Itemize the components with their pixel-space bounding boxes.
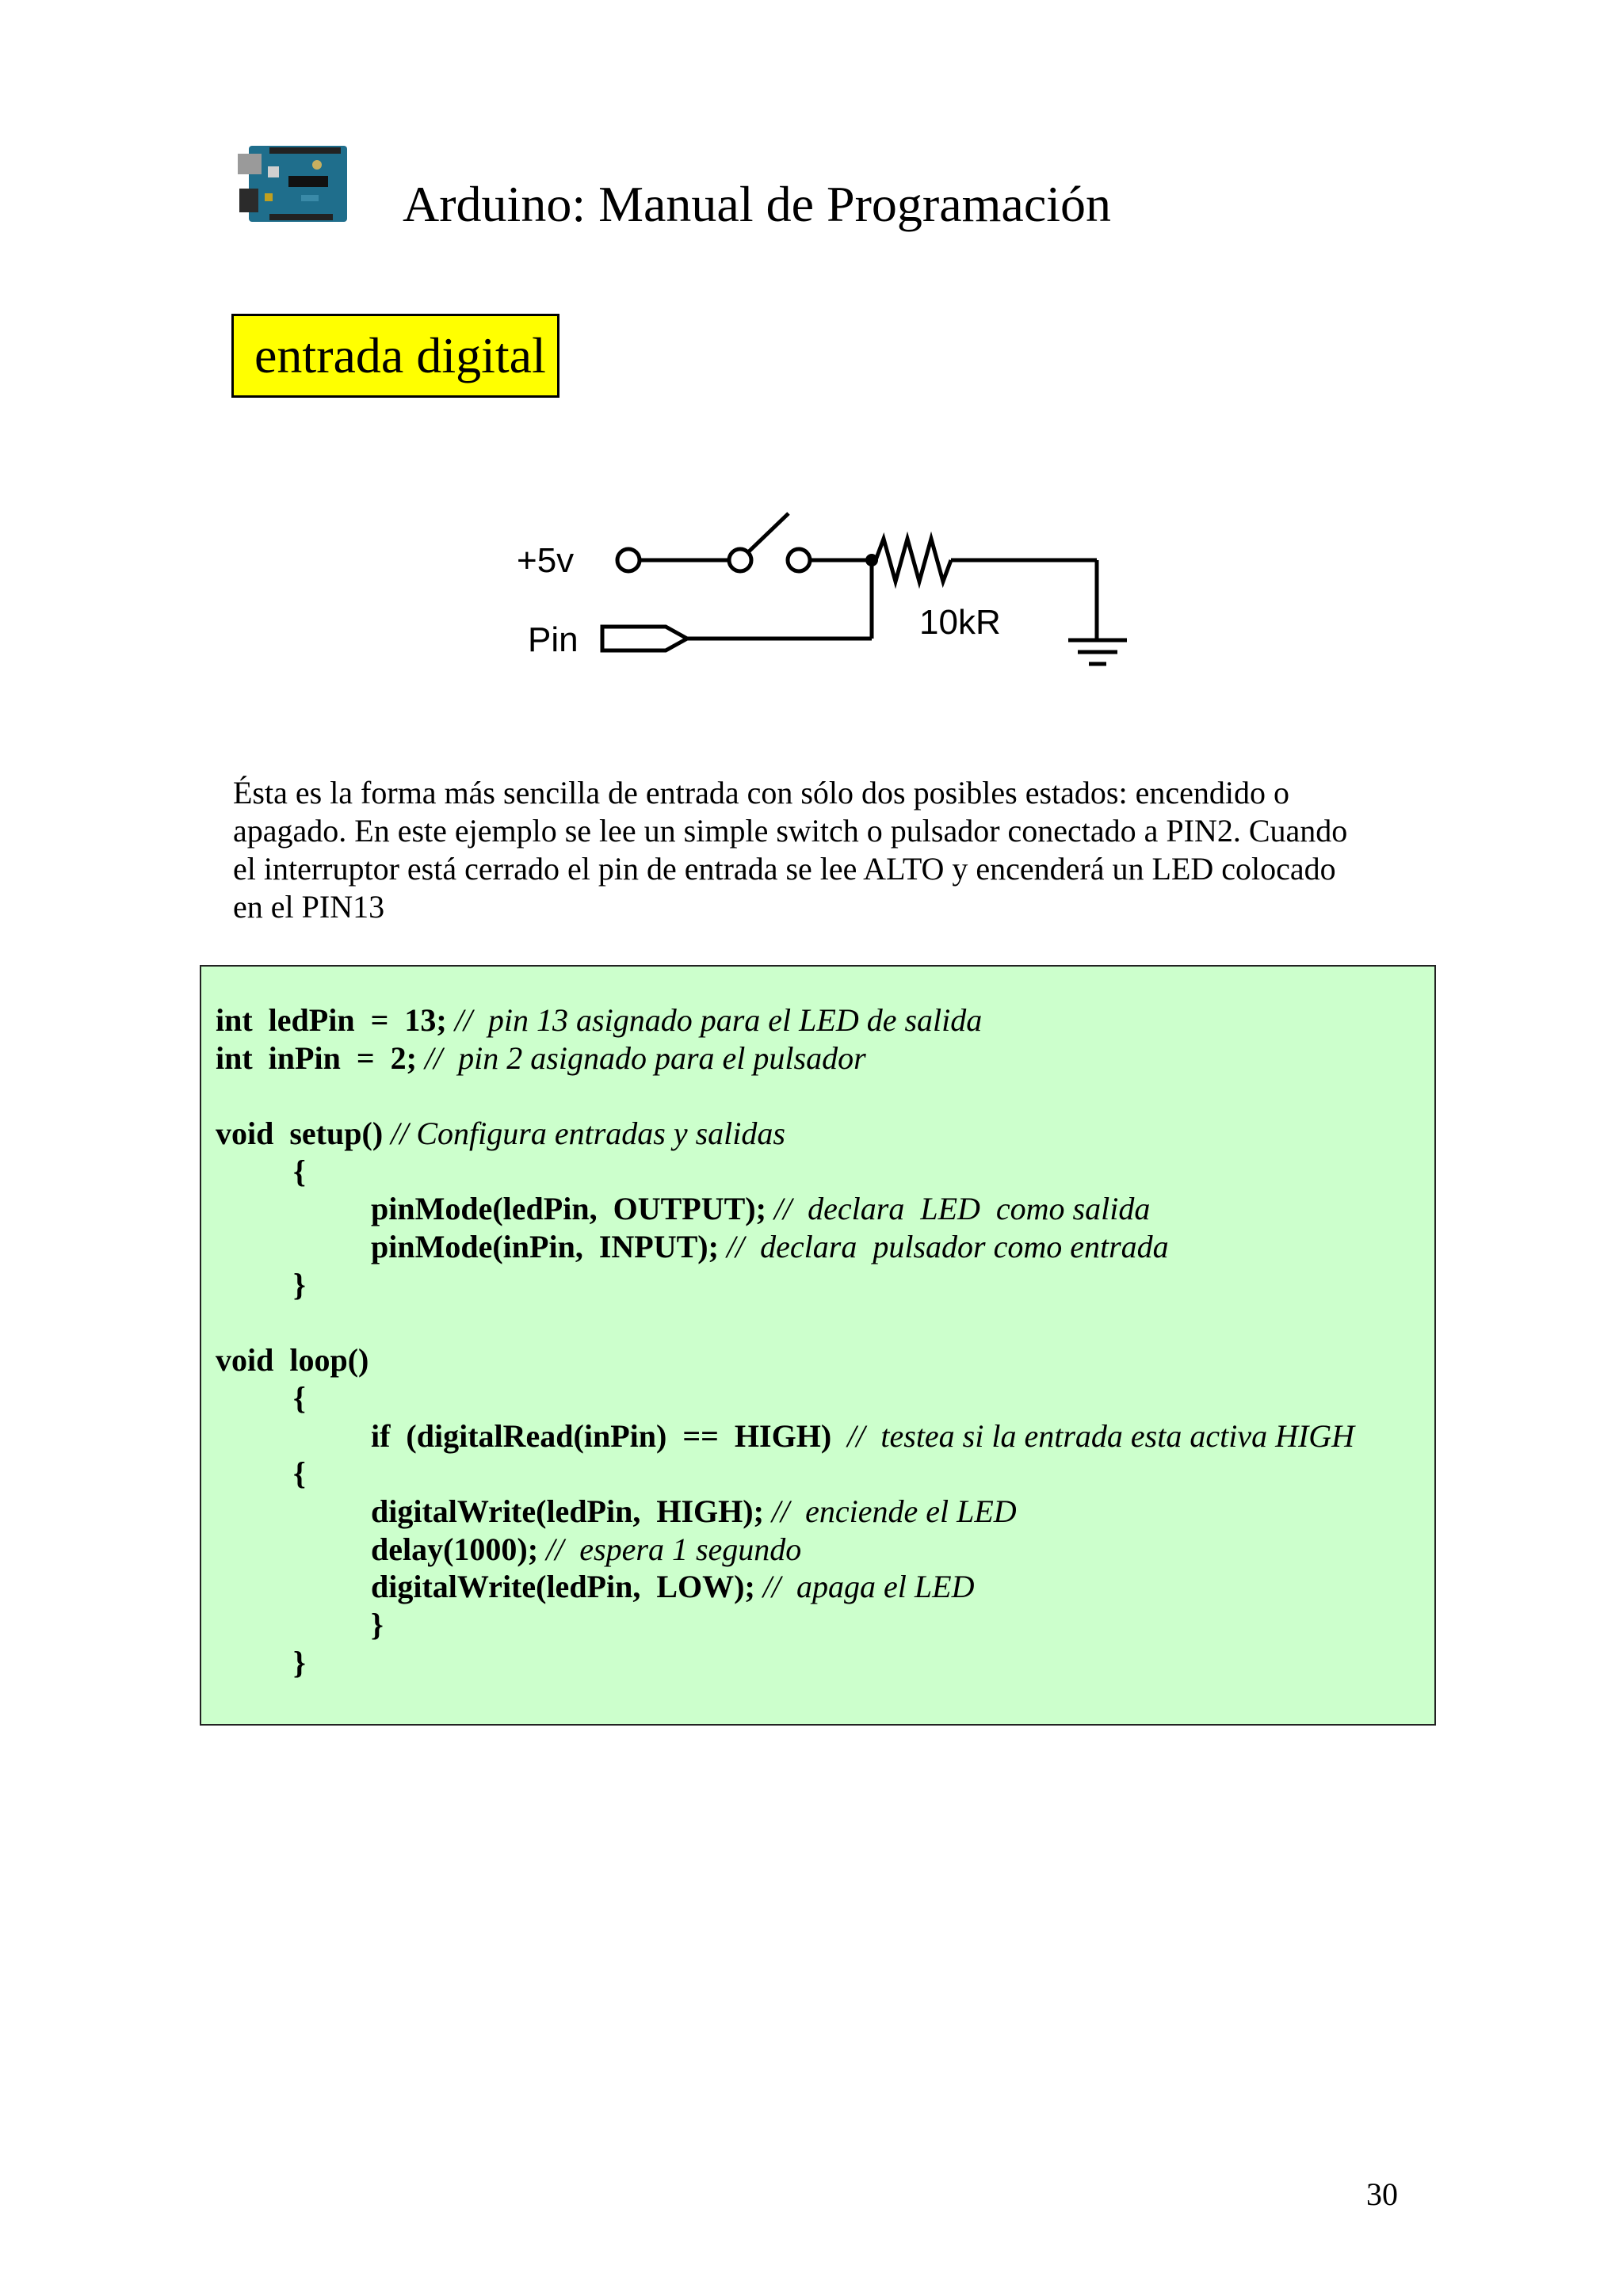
resistor-label: 10kR bbox=[919, 603, 1001, 642]
paragraph-line: apagado. En este ejemplo se lee un simple switch o pulsador conectado a PIN2. Cuando bbox=[233, 813, 1348, 849]
page-number: 30 bbox=[1366, 2176, 1398, 2212]
circuit-diagram bbox=[507, 491, 1141, 697]
code-text: { bbox=[293, 1153, 306, 1189]
code-text: pinMode(inPin, INPUT); bbox=[371, 1229, 719, 1265]
code-comment: // espera 1 segundo bbox=[538, 1531, 802, 1567]
code-text: { bbox=[293, 1379, 306, 1416]
switch-contact-right bbox=[788, 549, 810, 571]
pin-connector bbox=[602, 627, 687, 650]
code-text: digitalWrite(ledPin, HIGH); bbox=[371, 1493, 764, 1529]
paragraph-line: el interruptor está cerrado el pin de entrada se lee ALTO y encenderá un LED colocado bbox=[233, 851, 1336, 887]
vcc-terminal bbox=[617, 549, 640, 571]
code-text: } bbox=[293, 1644, 306, 1680]
code-comment: // declara LED como salida bbox=[766, 1191, 1151, 1227]
paragraph-line: Ésta es la forma más sencilla de entrada con sólo dos posibles estados: encendido o bbox=[233, 775, 1289, 810]
code-block-background bbox=[200, 965, 1436, 1726]
code-text: void loop() bbox=[216, 1342, 369, 1379]
switch-contact-left bbox=[729, 549, 751, 571]
code-text: delay(1000); bbox=[371, 1531, 539, 1567]
code-text: digitalWrite(ledPin, LOW); bbox=[371, 1569, 755, 1605]
code-comment: // testea si la entrada esta activa HIGH bbox=[831, 1417, 1355, 1454]
code-text: int inPin = 2; bbox=[216, 1039, 417, 1076]
paragraph-line: en el PIN13 bbox=[233, 889, 385, 925]
vcc-label: +5v bbox=[517, 541, 575, 580]
code-comment: // pin 2 asignado para el pulsador bbox=[416, 1039, 866, 1076]
code-comment: // declara pulsador como entrada bbox=[718, 1229, 1169, 1265]
code-text: { bbox=[293, 1455, 306, 1492]
description-paragraph bbox=[233, 774, 1469, 926]
section-heading: entrada digital bbox=[231, 314, 559, 398]
code-text: pinMode(ledPin, OUTPUT); bbox=[371, 1191, 766, 1227]
junction-dot bbox=[865, 554, 878, 566]
code-comment: // Configura entradas y salidas bbox=[383, 1116, 785, 1152]
code-text: } bbox=[293, 1266, 306, 1302]
code-text: int ledPin = 13; bbox=[216, 1002, 447, 1038]
page-title: Arduino: Manual de Programación bbox=[403, 176, 1111, 232]
code-comment: // enciende el LED bbox=[763, 1493, 1017, 1529]
code-text: } bbox=[371, 1607, 384, 1642]
code-comment: // pin 13 asignado para el LED de salida bbox=[446, 1002, 983, 1038]
pin-label: Pin bbox=[528, 620, 579, 659]
code-comment: // apaga el LED bbox=[754, 1569, 975, 1605]
switch-lever bbox=[748, 513, 789, 552]
arduino-board-icon bbox=[238, 143, 350, 225]
resistor bbox=[876, 539, 951, 582]
code-text: if (digitalRead(inPin) == HIGH) bbox=[371, 1417, 832, 1454]
code-text: void setup() bbox=[216, 1116, 384, 1152]
